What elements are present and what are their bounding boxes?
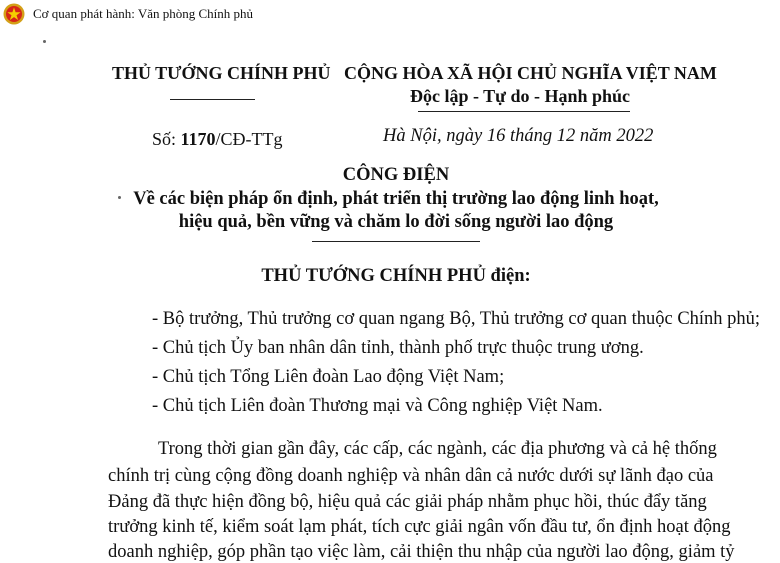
issuer-text: Cơ quan phát hành: Văn phòng Chính phủ xyxy=(33,6,254,21)
motto-underline xyxy=(418,111,630,112)
subject-underline xyxy=(312,241,480,242)
recipient-item: - Bộ trưởng, Thủ trưởng cơ quan ngang Bộ, Thủ trưởng cơ quan thuộc Chính phủ; xyxy=(152,309,761,329)
number-prefix: Số: xyxy=(152,129,181,149)
body-text-line: trưởng kinh tế, kiểm soát lạm phát, tích cực giải ngân vốn đầu tư, ổn định hoạt động xyxy=(108,517,731,537)
issuer-bar xyxy=(0,0,780,28)
national-emblem-icon xyxy=(3,3,25,25)
authority-underline xyxy=(170,99,255,100)
national-title: CỘNG HÒA XÃ HỘI CHỦ NGHĨA VIỆT NAM xyxy=(344,63,717,83)
body-text-line: chính trị cùng cộng đồng doanh nghiệp và nhân dân cả nước dưới sự lãnh đạo của xyxy=(108,466,714,486)
date-day: 16 xyxy=(486,126,506,146)
recipient-item: - Chủ tịch Tổng Liên đoàn Lao động Việt Nam; xyxy=(152,367,505,387)
date-month: 12 xyxy=(556,126,576,146)
place-date-part3: năm 2022 xyxy=(575,126,654,146)
number-suffix: /CĐ-TTg xyxy=(215,129,283,149)
body-text-line: Đảng đã thực hiện đồng bộ, hiệu quả các giải pháp nhằm phục hồi, thúc đẩy tăng xyxy=(108,492,707,512)
body-text-line: Trong thời gian gần đây, các cấp, các ngành, các địa phương và cả hệ thống xyxy=(158,439,717,459)
recipient-item: - Chủ tịch Ủy ban nhân dân tỉnh, thành phố trực thuộc trung ương. xyxy=(152,338,644,358)
subject-line-2: hiệu quả, bền vững và chăm lo đời sống người lao động xyxy=(178,212,614,232)
issuing-authority: THỦ TƯỚNG CHÍNH PHỦ xyxy=(112,63,331,83)
scan-speck xyxy=(43,40,46,43)
document-type: CÔNG ĐIỆN xyxy=(342,165,450,185)
subject-line-1: Về các biện pháp ổn định, phát triển thị trường lao động linh hoạt, xyxy=(133,189,659,209)
document-number xyxy=(152,129,283,150)
sender-line: THỦ TƯỚNG CHÍNH PHỦ điện: xyxy=(261,266,531,286)
place-date-part2: tháng xyxy=(505,126,557,146)
number-value: 1170 xyxy=(180,129,216,149)
scan-speck xyxy=(118,196,121,199)
place-date xyxy=(383,126,653,147)
place-date-part1: Hà Nội, ngày xyxy=(383,126,487,146)
recipient-item: - Chủ tịch Liên đoàn Thương mại và Công nghiệp Việt Nam. xyxy=(152,396,603,416)
national-motto: Độc lập - Tự do - Hạnh phúc xyxy=(410,86,631,106)
body-text-line: doanh nghiệp, góp phần tạo việc làm, cải thiện thu nhập của người lao động, giảm tỷ xyxy=(108,542,735,562)
